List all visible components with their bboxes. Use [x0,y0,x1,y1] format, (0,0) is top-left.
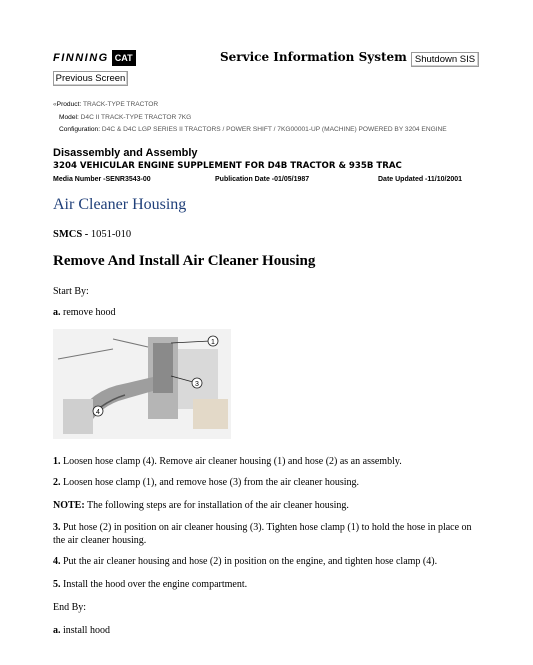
end-by-label: End By: [53,602,87,613]
step-2 [53,476,483,489]
clamp-area [63,399,93,434]
model-value: D4C II TRACK-TYPE TRACTOR 7KG [80,114,192,121]
configuration-value: D4C & D4C LGP SERIES II TRACTORS / POWER SHIFT / 7KG00001-UP (MACHINE) POWERED BY 3204 ENGINE [101,126,447,133]
step-2-text: Loosen hose clamp (1), and remove hose (3) from the air cleaner housing. [63,477,360,488]
start-step-a-label: a. [53,307,61,318]
model-label: Model: [59,114,79,121]
callout-3: 3 [195,381,199,388]
note-text: The following steps are for installation of the air cleaner housing. [87,500,349,511]
step-3-number: 3. [53,522,61,533]
illustration-svg [53,329,231,439]
step-3 [53,521,483,547]
product-line [53,101,158,108]
end-step-a [53,624,483,637]
cat-badge: CAT [112,50,136,66]
back-arrow-icon[interactable]: « [53,101,57,108]
previous-screen-button[interactable]: Previous Screen [53,71,128,86]
smcs-value: 1051-010 [90,229,132,240]
callout-4: 4 [96,409,100,416]
finning-cat-logo [53,49,136,67]
housing-body [153,343,173,393]
product-value: TRACK-TYPE TRACTOR [82,101,159,108]
date-updated: Date Updated -11/10/2001 [378,176,463,183]
page-heading: Air Cleaner Housing [53,196,187,213]
start-step-a-text: remove hood [63,307,116,318]
step-1 [53,455,483,468]
step-4-number: 4. [53,556,61,567]
section-title: Disassembly and Assembly [53,147,198,159]
step-2-number: 2. [53,477,61,488]
step-5-number: 5. [53,579,61,590]
step-1-text: Loosen hose clamp (4). Remove air cleaner housing (1) and hose (2) as an assembly. [63,456,402,467]
app-title: Service Information System [220,50,407,64]
start-by-label: Start By: [53,286,89,297]
publication-date: Publication Date -01/05/1987 [215,176,310,183]
step-4-text: Put the air cleaner housing and hose (2) in position on the engine, and tighten hose clamp (4). [63,556,438,567]
shutdown-sis-button[interactable]: Shutdown SIS [411,52,479,67]
product-label: Product: [56,101,82,108]
callout-1: 1 [211,339,215,346]
start-step-a [53,306,483,319]
section-subtitle: 3204 VEHICULAR ENGINE SUPPLEMENT FOR D4B TRACTOR & 935B TRAC [53,161,402,171]
air-cleaner-illustration [53,329,231,439]
step-1-number: 1. [53,456,61,467]
step-4 [53,555,483,568]
note [53,499,483,512]
smcs-code [53,229,131,240]
configuration-line [59,126,447,133]
bg-block [193,399,228,429]
step-5-text: Install the hood over the engine compartment. [63,579,248,590]
note-label: NOTE: [53,500,85,511]
configuration-label: Configuration: [59,126,101,133]
end-step-a-label: a. [53,625,61,636]
step-5 [53,578,483,591]
step-3-text: Put hose (2) in position on air cleaner housing (3). Tighten hose clamp (1) to hold the hose in place on the air cleaner housing. [53,522,472,546]
procedure-heading: Remove And Install Air Cleaner Housing [53,253,316,269]
model-line [59,114,191,121]
logo-text: FINNING [53,52,109,64]
smcs-label: SMCS - [53,229,89,240]
media-number: Media Number -SENR3543-00 [53,176,151,183]
end-step-a-text: install hood [63,625,110,636]
